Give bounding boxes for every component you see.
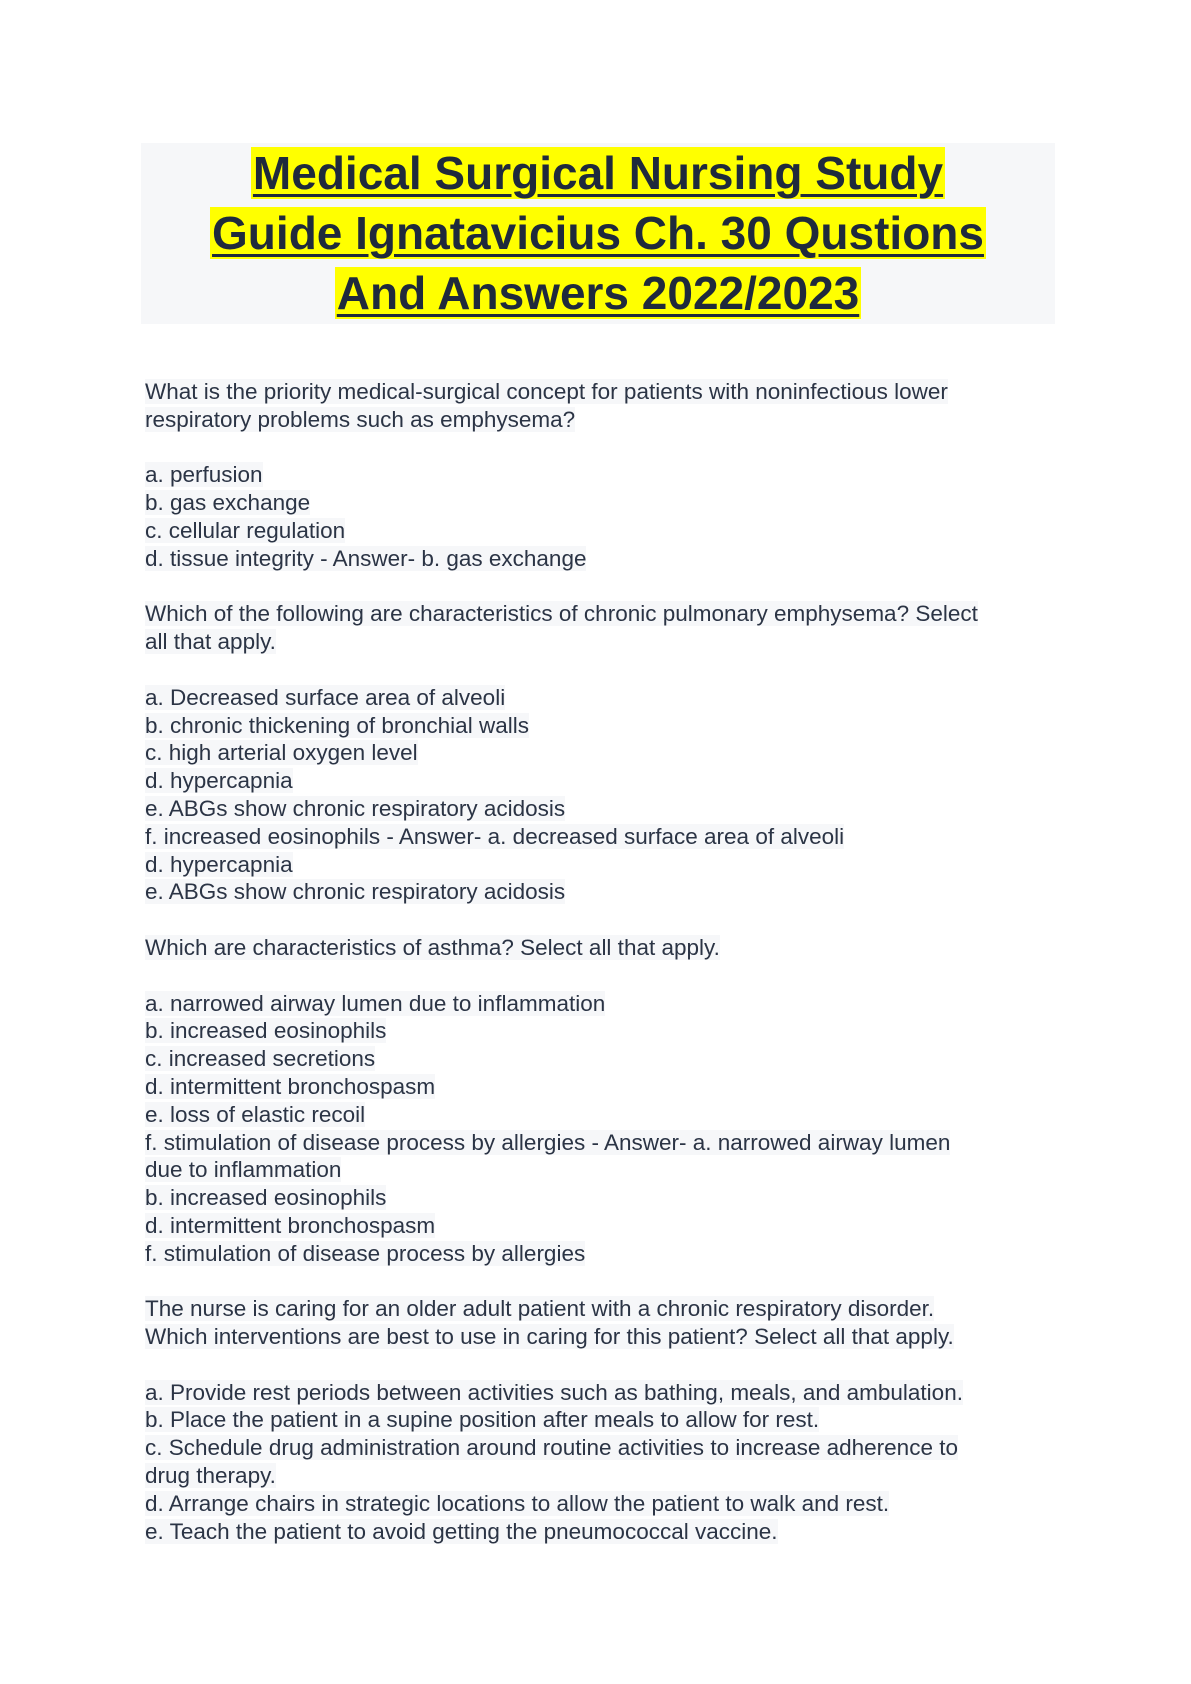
answer-option: b. Place the patient in a supine position after meals to allow for rest. xyxy=(145,1407,820,1433)
answer-option: f. increased eosinophils - Answer- a. decreased surface area of alveoli xyxy=(145,823,845,849)
title-line-1: Medical Surgical Nursing Study xyxy=(252,147,944,199)
answer-option: a. narrowed airway lumen due to inflammation xyxy=(145,990,606,1016)
answer-option: b. increased eosinophils xyxy=(145,1185,387,1211)
question-stem-line: respiratory problems such as emphysema? xyxy=(145,406,576,432)
answer-option: a. perfusion xyxy=(145,462,263,488)
answer-option: d. intermittent bronchospasm xyxy=(145,1073,436,1099)
answer-option: b. gas exchange xyxy=(145,490,311,516)
title-line-3: And Answers 2022/2023 xyxy=(336,267,860,319)
answer-option: e. loss of elastic recoil xyxy=(145,1101,366,1127)
document-body xyxy=(145,378,1055,1545)
question-block xyxy=(145,1295,1055,1545)
answer-option: d. hypercapnia xyxy=(145,851,293,877)
answer-option: d. intermittent bronchospasm xyxy=(145,1212,436,1238)
answer-option: drug therapy. xyxy=(145,1463,276,1489)
question-stem-line: all that apply. xyxy=(145,629,276,655)
question-block xyxy=(145,600,1055,906)
question-stem-line: The nurse is caring for an older adult patient with a chronic respiratory disorder. xyxy=(145,1296,935,1322)
document-title xyxy=(141,143,1055,324)
answer-option: c. increased secretions xyxy=(145,1046,376,1072)
question-stem-line: What is the priority medical-surgical concept for patients with noninfectious lower xyxy=(145,379,948,404)
answer-option: e. ABGs show chronic respiratory acidosis xyxy=(145,879,566,905)
answer-option: b. chronic thickening of bronchial walls xyxy=(145,712,529,738)
answer-option: e. Teach the patient to avoid getting the pneumococcal vaccine. xyxy=(145,1518,778,1544)
answer-option: a. Decreased surface area of alveoli xyxy=(145,684,506,710)
question-stem-line: Which of the following are characteristics of chronic pulmonary emphysema? Select xyxy=(145,601,978,627)
answer-option: due to inflammation xyxy=(145,1157,342,1183)
answer-option: e. ABGs show chronic respiratory acidosis xyxy=(145,795,566,821)
question-block xyxy=(145,378,1055,573)
answer-option: c. Schedule drug administration around routine activities to increase adherence to xyxy=(145,1435,958,1461)
answer-option: a. Provide rest periods between activities such as bathing, meals, and ambulation. xyxy=(145,1379,963,1405)
question-stem-line: Which are characteristics of asthma? Select all that apply. xyxy=(145,934,720,960)
answer-option: d. Arrange chairs in strategic locations to allow the patient to walk and rest. xyxy=(145,1490,890,1516)
answer-option: c. high arterial oxygen level xyxy=(145,740,418,766)
question-block xyxy=(145,934,1055,1268)
answer-option: c. cellular regulation xyxy=(145,517,346,543)
answer-option: f. stimulation of disease process by allergies xyxy=(145,1240,586,1266)
answer-option: d. hypercapnia xyxy=(145,768,293,794)
question-stem-line: Which interventions are best to use in caring for this patient? Select all that apply. xyxy=(145,1324,954,1350)
answer-option: b. increased eosinophils xyxy=(145,1018,387,1044)
answer-option: d. tissue integrity - Answer- b. gas exchange xyxy=(145,545,587,571)
answer-option: f. stimulation of disease process by allergies - Answer- a. narrowed airway lumen xyxy=(145,1129,951,1155)
title-line-2: Guide Ignatavicius Ch. 30 Qustions xyxy=(212,207,984,259)
